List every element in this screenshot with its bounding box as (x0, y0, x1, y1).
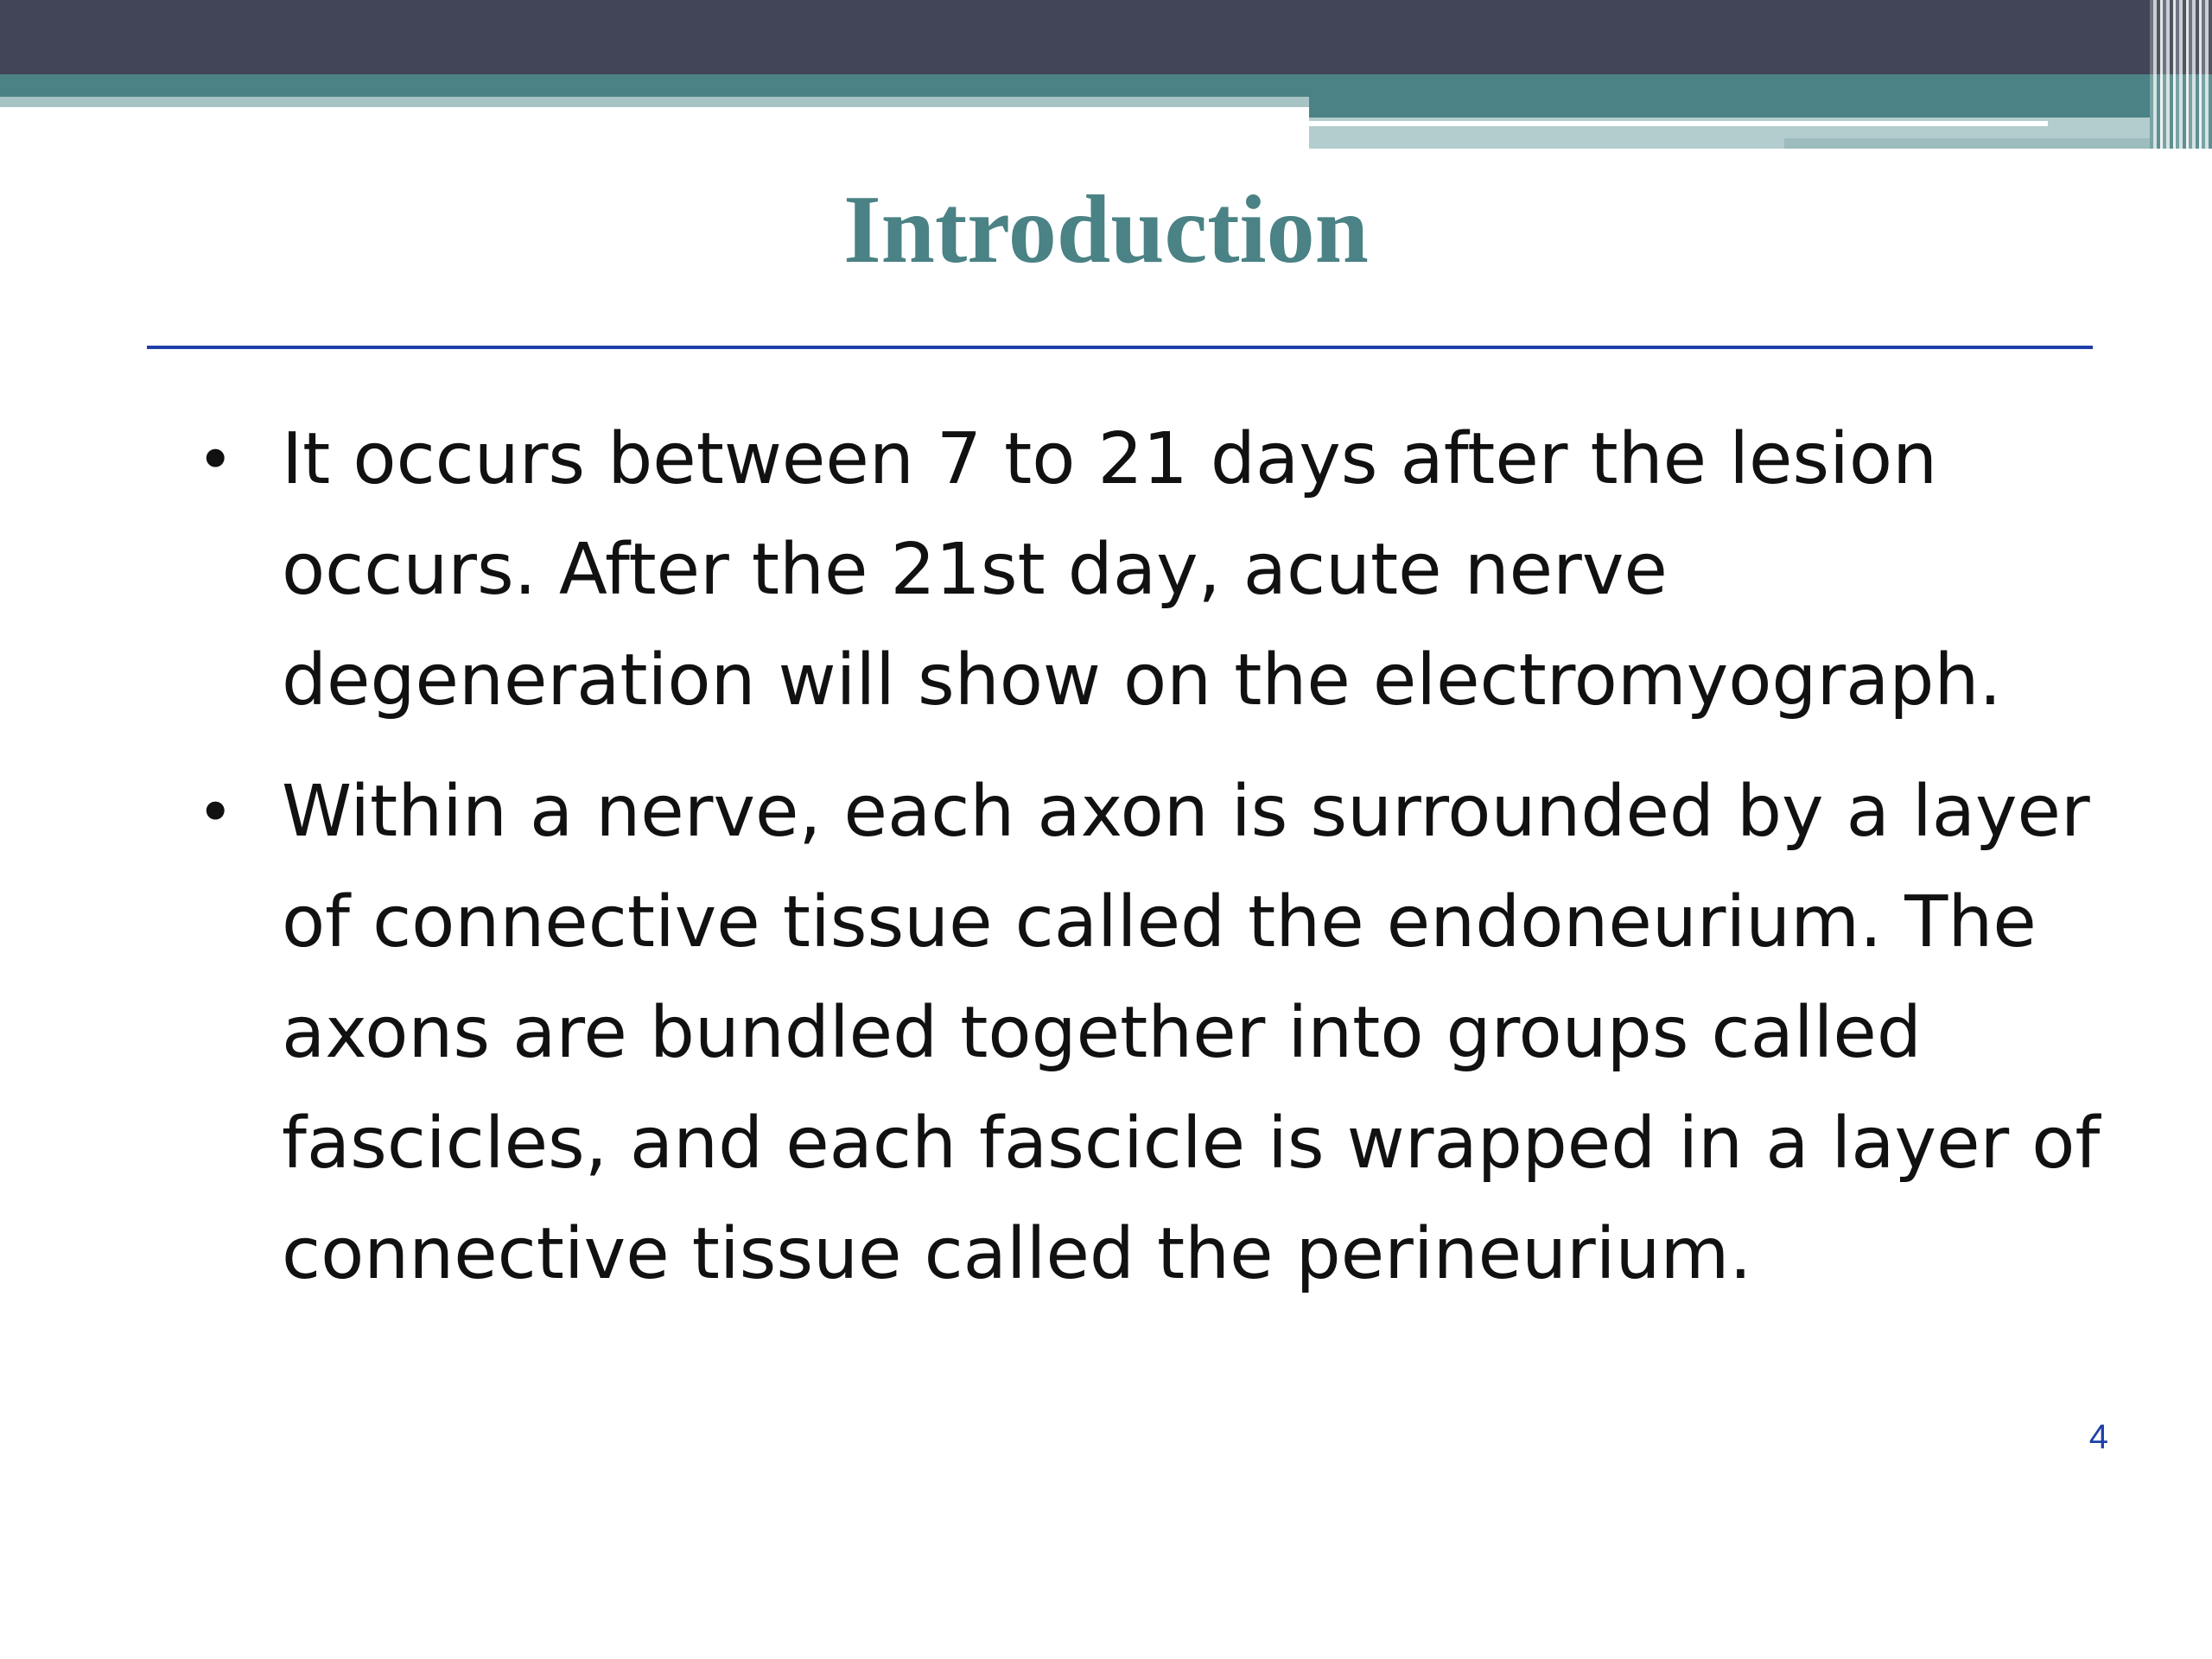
bullet-item (192, 757, 2162, 1310)
bullet-text: Within a nerve, each axon is surrounded by a layer of connective tissue called the endoneurium. The axons are bundled together into groups called fascicles, and each fascicle is wrapped in a layer of connective tissue called the perineurium. (282, 771, 2101, 1295)
bullet-list (192, 404, 2162, 1331)
page-number: 4 (2088, 1418, 2108, 1456)
header-band-light-right-lower (1784, 138, 2212, 149)
header-band-dark (0, 0, 2212, 74)
header-stripes-decoration-lower (2150, 74, 2212, 149)
bullet-dot-icon: • (197, 776, 234, 849)
bullet-item (192, 404, 2162, 736)
bullet-dot-icon: • (197, 423, 234, 496)
header-band-teal-right (1309, 97, 2212, 118)
header-band-light (0, 97, 1309, 107)
slide-title: Introduction (843, 176, 1369, 283)
header-band-teal (0, 74, 2212, 97)
title-divider (147, 346, 2093, 349)
bullet-text: It occurs between 7 to 21 days after the lesion occurs. After the 21st day, acute nerve degeneration will show on the electromyograph. (282, 418, 2002, 721)
header-white-line (1309, 121, 2048, 126)
